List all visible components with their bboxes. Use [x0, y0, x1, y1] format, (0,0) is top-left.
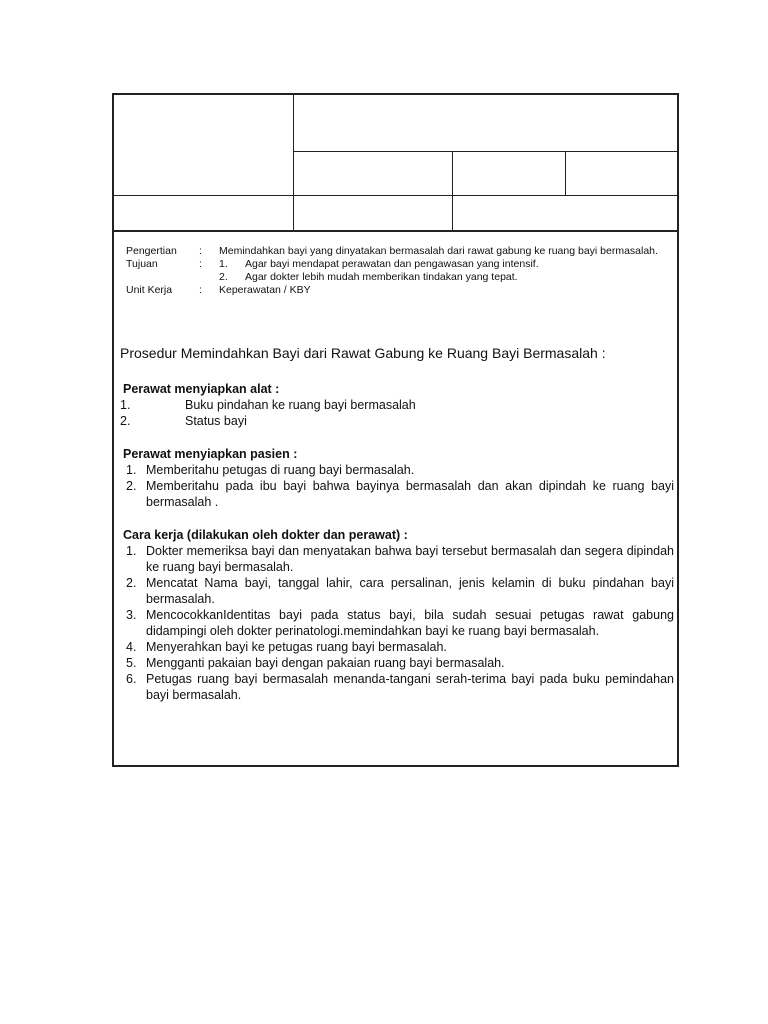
kerja-item	[120, 575, 674, 607]
pengertian-row	[126, 245, 672, 258]
alat-item-number: 1.	[120, 398, 131, 412]
pengertian-value: Memindahkan bayi yang dinyatakan bermasalah dari rawat gabung ke ruang bayi bermasalah.	[219, 245, 658, 257]
pasien-item	[120, 478, 674, 510]
kerja-item-text: MencocokkanIdentitas bayi pada status bayi, bila sudah sesuai petugas rawat gabung didampingi oleh dokter perinatologi.memindahkan bayi ke ruang bayi bermasalah.	[146, 608, 674, 638]
kerja-item-number: 5.	[126, 656, 137, 670]
tujuan-item-text: Agar dokter lebih mudah memberikan tindakan yang tepat.	[245, 271, 518, 283]
kerja-item	[120, 607, 674, 639]
procedure-title: Prosedur Memindahkan Bayi dari Rawat Gabung ke Ruang Bayi Bermasalah :	[120, 345, 606, 361]
unit-kerja-label: Unit Kerja	[126, 284, 173, 296]
header-divider-h1	[294, 151, 679, 152]
header-divider-v2	[452, 151, 453, 230]
tujuan-colon: :	[199, 258, 202, 270]
kerja-item-number: 6.	[126, 672, 137, 686]
kerja-item	[120, 639, 674, 655]
header-divider-v1	[293, 95, 294, 230]
kerja-heading: Cara kerja (dilakukan oleh dokter dan perawat) :	[123, 528, 408, 542]
alat-item-text: Buku pindahan ke ruang bayi bermasalah	[185, 398, 416, 412]
tujuan-item	[219, 258, 672, 271]
pasien-item	[120, 462, 674, 478]
kerja-item	[120, 543, 674, 575]
alat-heading: Perawat menyiapkan alat :	[123, 382, 280, 396]
meta-block	[126, 245, 672, 297]
pasien-item-number: 1.	[126, 463, 137, 477]
kerja-item-text: Menyerahkan bayi ke petugas ruang bayi bermasalah.	[146, 640, 447, 654]
kerja-item-text: Mengganti pakaian bayi dengan pakaian ruang bayi bermasalah.	[146, 656, 505, 670]
kerja-item	[120, 655, 674, 671]
header-divider-h2	[114, 195, 679, 196]
tujuan-list	[219, 258, 672, 284]
pengertian-label: Pengertian	[126, 245, 177, 257]
alat-list	[120, 397, 674, 429]
unit-kerja-value: Keperawatan / KBY	[219, 284, 311, 296]
tujuan-item-text: Agar bayi mendapat perawatan dan pengawasan yang intensif.	[245, 258, 539, 270]
kerja-item-text: Dokter memeriksa bayi dan menyatakan bahwa bayi tersebut bermasalah dan segera dipindah ke ruang bayi bermasalah.	[146, 544, 674, 574]
kerja-item-number: 2.	[126, 576, 137, 590]
procedure-body	[120, 345, 674, 720]
alat-item-text: Status bayi	[185, 414, 247, 428]
pasien-item-number: 2.	[126, 479, 137, 493]
alat-item	[120, 397, 674, 413]
pasien-list	[120, 462, 674, 510]
pengertian-colon: :	[199, 245, 202, 257]
kerja-list	[120, 543, 674, 703]
tujuan-item-number: 1.	[219, 258, 228, 270]
tujuan-row	[126, 258, 672, 284]
pasien-item-text: Memberitahu petugas di ruang bayi bermasalah.	[146, 463, 415, 477]
kerja-item	[120, 671, 674, 703]
kerja-item-text: Mencatat Nama bayi, tanggal lahir, cara persalinan, jenis kelamin di buku pindahan bayi bermasalah.	[146, 576, 674, 606]
header-table	[114, 95, 677, 232]
tujuan-item	[219, 271, 672, 284]
kerja-item-text: Petugas ruang bayi bermasalah menanda-tangani serah-terima bayi pada buku pemindahan bayi bermasalah.	[146, 672, 674, 702]
kerja-item-number: 3.	[126, 608, 137, 622]
unit-kerja-row	[126, 284, 672, 297]
kerja-item-number: 1.	[126, 544, 137, 558]
sop-document	[112, 93, 679, 767]
pasien-item-text: Memberitahu pada ibu bayi bahwa bayinya bermasalah dan akan dipindah ke ruang bayi bermasalah .	[146, 479, 674, 509]
unit-kerja-colon: :	[199, 284, 202, 296]
kerja-item-number: 4.	[126, 640, 137, 654]
alat-item-number: 2.	[120, 414, 131, 428]
header-divider-h3	[114, 230, 679, 232]
alat-item	[120, 413, 674, 429]
pasien-heading: Perawat menyiapkan pasien :	[123, 447, 298, 461]
header-divider-v3	[565, 151, 566, 195]
tujuan-item-number: 2.	[219, 271, 228, 283]
tujuan-label: Tujuan	[126, 258, 158, 270]
